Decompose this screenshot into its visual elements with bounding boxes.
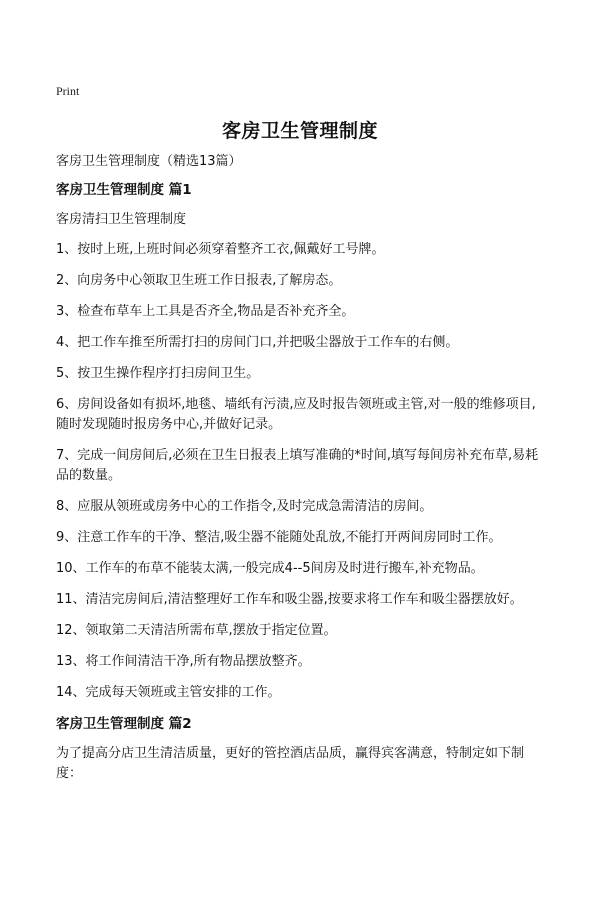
section-intro-2: 为了提高分店卫生清洁质量，更好的管控酒店品质，赢得宾客满意，特制定如下制度： <box>56 746 525 781</box>
list-item: 6、房间设备如有损坏,地毯、墙纸有污渍,应及时报告领班或主管,对一般的维修项目,随时发现随时报房务中心,并做好记录。 <box>56 397 536 432</box>
list-item: 7、完成一间房间后,必须在卫生日报表上填写准确的*时间,填写每间房补充布草,易耗品的数量。 <box>56 448 539 483</box>
list-item: 14、完成每天领班或主管安排的工作。 <box>56 685 281 700</box>
section-intro-1: 客房清扫卫生管理制度 <box>56 212 187 227</box>
document-body <box>56 152 548 794</box>
list-item: 10、工作车的布草不能装太满,一般完成4--5间房及时进行搬车,补充物品。 <box>56 561 484 576</box>
list-item: 8、应服从领班或房务中心的工作指令,及时完成急需清洁的房间。 <box>56 499 433 514</box>
list-item: 2、向房务中心领取卫生班工作日报表,了解房态。 <box>56 273 342 288</box>
list-item: 5、按卫生操作程序打扫房间卫生。 <box>56 366 260 381</box>
list-item: 13、将工作间清洁干净,所有物品摆放整齐。 <box>56 654 311 669</box>
list-item: 3、检查布草车上工具是否齐全,物品是否补充齐全。 <box>56 304 355 319</box>
document-subtitle: 客房卫生管理制度（精选13篇） <box>56 154 242 169</box>
page-title: 客房卫生管理制度 <box>221 120 378 142</box>
list-item: 11、清洁完房间后,清洁整理好工作车和吸尘器,按要求将工作车和吸尘器摆放好。 <box>56 592 523 607</box>
list-item: 9、注意工作车的干净、整洁,吸尘器不能随处乱放,不能打开两间房同时工作。 <box>56 530 502 545</box>
section-heading-2: 客房卫生管理制度 篇2 <box>56 716 192 732</box>
print-label: Print <box>56 84 80 98</box>
section-heading-1: 客房卫生管理制度 篇1 <box>56 182 192 198</box>
list-item: 12、领取第二天清洁所需布草,摆放于指定位置。 <box>56 623 337 638</box>
list-item: 4、把工作车推至所需打扫的房间门口,并把吸尘器放于工作车的右侧。 <box>56 335 459 350</box>
list-item: 1、按时上班,上班时间必须穿着整齐工衣,佩戴好工号牌。 <box>56 242 385 257</box>
